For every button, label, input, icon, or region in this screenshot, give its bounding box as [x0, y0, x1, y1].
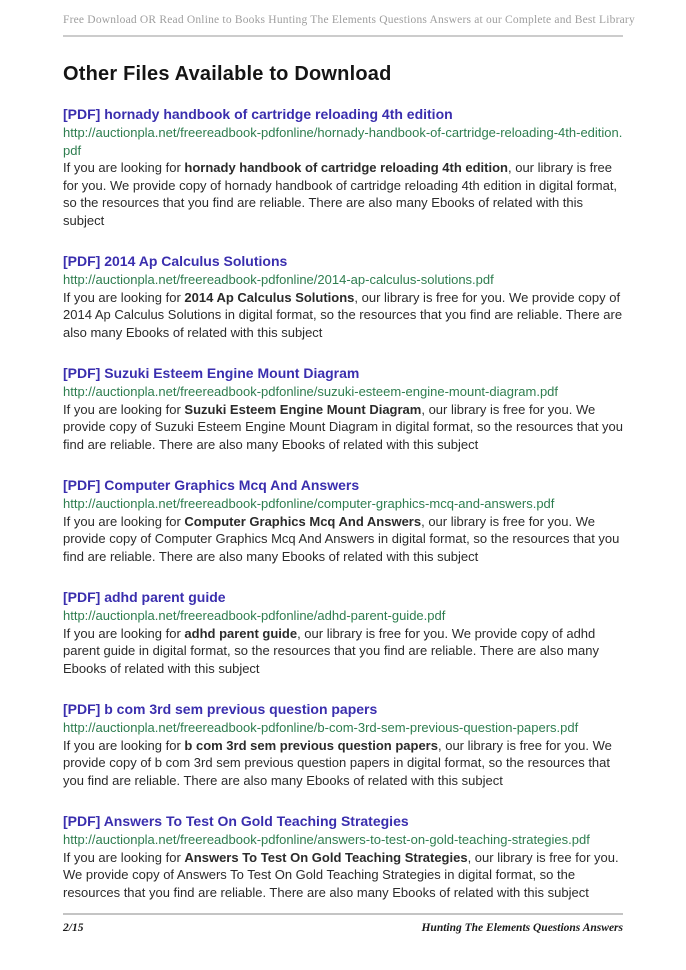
entry-url-link[interactable]: http://auctionpla.net/freereadbook-pdfonline/b-com-3rd-sem-previous-question-papers.pdf	[63, 720, 579, 735]
desc-prefix: If you are looking for	[63, 513, 185, 529]
desc-prefix: If you are looking for	[63, 849, 185, 865]
entry-url-link[interactable]: http://auctionpla.net/freereadbook-pdfonline/2014-ap-calculus-solutions.pdf	[63, 272, 494, 287]
entry-title-link[interactable]: [PDF] 2014 Ap Calculus Solutions	[63, 253, 288, 269]
desc-book-title: Answers To Test On Gold Teaching Strategies	[184, 849, 468, 865]
desc-rest: , our library is free for you. We provide copy of hornady handbook of cartridge reloading 4th edition in digital format, so the resources that you find are reliable. There are also many Ebooks of related with this subject	[63, 160, 618, 228]
entry-description	[63, 625, 623, 678]
desc-rest: , our library is free for you. We provide copy of 2014 Ap Calculus Solutions in digital format, so the resources that you find are reliable. There are also many Ebooks of related with this subject	[63, 289, 623, 340]
desc-rest: , our library is free for you. We provide copy of Computer Graphics Mcq And Answers in digital format, so the resources that you find are reliable. There are also many Ebooks of related with this subject	[63, 513, 620, 564]
entry-description	[63, 159, 623, 229]
header-divider	[63, 35, 623, 37]
entry-url-link[interactable]: http://auctionpla.net/freereadbook-pdfonline/computer-graphics-mcq-and-answers.pdf	[63, 496, 555, 511]
desc-rest: , our library is free for you. We provide copy of Suzuki Esteem Engine Mount Diagram in digital format, so the resources that you find are reliable. There are also many Ebooks of related with this subject	[63, 401, 624, 452]
footer-book-title: Hunting The Elements Questions Answers	[421, 922, 623, 934]
download-entry	[63, 476, 623, 565]
entry-url-link[interactable]: http://auctionpla.net/freereadbook-pdfonline/adhd-parent-guide.pdf	[63, 608, 446, 623]
download-entry	[63, 700, 623, 789]
entry-description	[63, 737, 623, 790]
desc-book-title: b com 3rd sem previous question papers	[184, 737, 438, 753]
page-number: 2/15	[63, 922, 84, 934]
entry-description	[63, 849, 623, 902]
download-entry	[63, 105, 623, 229]
desc-book-title: adhd parent guide	[184, 625, 298, 641]
desc-book-title: 2014 Ap Calculus Solutions	[184, 289, 355, 305]
download-list	[63, 105, 623, 901]
entry-title-link[interactable]: [PDF] hornady handbook of cartridge reloading 4th edition	[63, 106, 453, 122]
desc-book-title: Suzuki Esteem Engine Mount Diagram	[184, 401, 422, 417]
entry-url-link[interactable]: http://auctionpla.net/freereadbook-pdfonline/hornady-handbook-of-cartridge-reloading-4th-edition.pdf	[63, 125, 623, 158]
page-title: Other Files Available to Download	[63, 63, 392, 85]
entry-title-link[interactable]: [PDF] adhd parent guide	[63, 589, 226, 605]
entry-title-link[interactable]: [PDF] b com 3rd sem previous question papers	[63, 701, 378, 717]
desc-book-title: hornady handbook of cartridge reloading 4th edition	[184, 160, 508, 175]
entry-description	[63, 289, 623, 342]
page-content	[63, 0, 635, 901]
desc-prefix: If you are looking for	[63, 625, 185, 641]
desc-rest: , our library is free for you. We provide copy of adhd parent guide in digital format, so the resources that you find are reliable. There are also many Ebooks of related with this subject	[63, 625, 599, 676]
entry-title-link[interactable]: [PDF] Computer Graphics Mcq And Answers	[63, 477, 360, 493]
download-entry	[63, 812, 623, 901]
entry-description	[63, 513, 623, 566]
download-entry	[63, 588, 623, 677]
desc-prefix: If you are looking for	[63, 401, 185, 417]
entry-url-link[interactable]: http://auctionpla.net/freereadbook-pdfonline/answers-to-test-on-gold-teaching-strategies.pdf	[63, 832, 590, 847]
desc-rest: , our library is free for you. We provide copy of b com 3rd sem previous question papers in digital format, so the resources that you find are reliable. There are also many Ebooks of related with this subject	[63, 737, 612, 788]
download-entry	[63, 364, 623, 453]
desc-rest: , our library is free for you. We provide copy of Answers To Test On Gold Teaching Strategies in digital format, so the resources that you find are reliable. There are also many Ebooks of related with this subject	[63, 849, 619, 900]
desc-prefix: If you are looking for	[63, 289, 185, 305]
desc-book-title: Computer Graphics Mcq And Answers	[184, 513, 422, 529]
entry-title-link[interactable]: [PDF] Suzuki Esteem Engine Mount Diagram	[63, 365, 360, 381]
header-note: Free Download OR Read Online to Books Hunting The Elements Questions Answers at our Complete and Best Library	[63, 14, 635, 26]
download-entry	[63, 252, 623, 341]
entry-description	[63, 401, 623, 454]
entry-url-link[interactable]: http://auctionpla.net/freereadbook-pdfonline/suzuki-esteem-engine-mount-diagram.pdf	[63, 384, 559, 399]
entry-title-link[interactable]: [PDF] Answers To Test On Gold Teaching Strategies	[63, 813, 409, 829]
desc-prefix: If you are looking for	[63, 737, 185, 753]
page-footer	[63, 913, 623, 934]
desc-prefix: If you are looking for	[63, 160, 185, 175]
